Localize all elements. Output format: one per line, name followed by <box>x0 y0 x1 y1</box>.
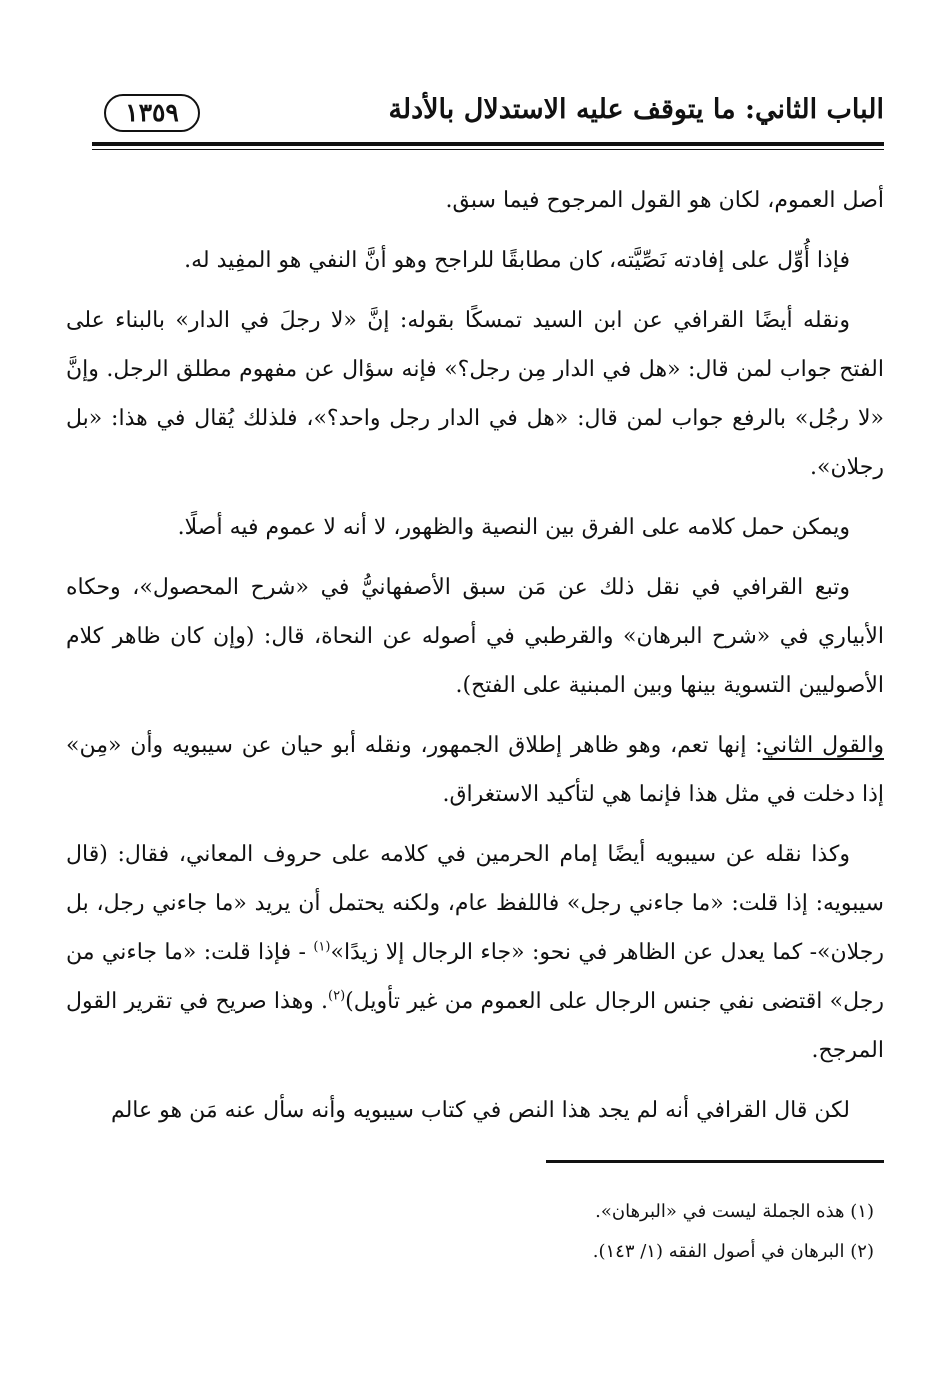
footnote-ref: (١) <box>313 939 331 955</box>
paragraph-text: وكذا نقله عن سيبويه أيضًا إمام الحرمين في كلامه على حروف المعاني، فقال: (قال سيبويه: إذا قلت: «ما جاءني رجل» فاللفظ عام، ولكنه يحتمل أن يريد «ما جاءني رجل، بل رجلان»- كما يعدل عن الظاهر في نحو: «جاء الرجال إلا زيدًا» <box>66 842 885 965</box>
paragraph-lead: والقول الثاني <box>762 733 884 758</box>
paragraph-text: : إنها تعم، وهو ظاهر إطلاق الجمهور، ونقله أبو حيان عن سيبويه وأن «مِن» إذا دخلت في مثل هذا فإنما هي لتأكيد الاستغراق. <box>66 733 884 807</box>
paragraph <box>66 830 884 1075</box>
paragraph <box>66 721 884 819</box>
paragraph: فإذا أُوِّل على إفادته نَصِّيَّته، كان مطابقًا للراجح وهو أنَّ النفي هو المفِيد له. <box>184 248 850 273</box>
body-text <box>66 176 884 1146</box>
footnote: (١) هذه الجملة ليست في «البرهان». <box>595 1201 874 1222</box>
paragraph: ونقله أيضًا القرافي عن ابن السيد تمسكًا بقوله: إنَّ «لا رجلَ في الدار» بالبناء على الفتح جواب لمن قال: «هل في الدار مِن رجل؟» فإنه سؤال عن مفهوم مطلق الرجل. وإنَّ «لا رجُل» بالرفع جواب لمن قال: «هل في الدار رجل واحد؟»، فلذلك يُقال في هذا: «بل رجلان». <box>66 308 884 480</box>
page-header <box>90 92 884 140</box>
paragraph: أصل العموم، لكان هو القول المرجوح فيما سبق. <box>445 188 884 213</box>
page-number: ١٣٥٩ <box>104 94 200 132</box>
paragraph: وتبع القرافي في نقل ذلك عن مَن سبق الأصفهانيُّ في «شرح المحصول»، وحكاه الأبياري في «شرح البرهان» والقرطبي في أصوله عن النحاة، قال: (وإن كان ظاهر كلام الأصوليين التسوية بينها وبين المبنية على الفتح). <box>66 575 885 698</box>
header-rule-thick <box>92 142 884 146</box>
paragraph: لكن قال القرافي أنه لم يجد هذا النص في كتاب سيبويه وأنه سأل عنه مَن هو عالم <box>110 1098 850 1123</box>
paragraph-text: - فإذا قلت: «ما جاءني من رجل» اقتضى نفي جنس الرجال على العموم من غير تأويل) <box>66 940 884 1014</box>
footnotes <box>66 1192 874 1272</box>
footnote-separator <box>546 1160 884 1163</box>
paragraph: ويمكن حمل كلامه على الفرق بين النصية والظهور، لا أنه لا عموم فيه أصلًا. <box>177 515 850 540</box>
footnote-ref: (٢) <box>328 988 346 1004</box>
footnote: (٢) البرهان في أصول الفقه (١/ ١٤٣). <box>592 1241 874 1262</box>
header-rule-thin <box>92 149 884 150</box>
chapter-title: الباب الثاني: ما يتوقف عليه الاستدلال بالأدلة <box>388 94 884 125</box>
paragraph-text: . وهذا صريح في تقرير القول المرجح. <box>66 989 884 1063</box>
